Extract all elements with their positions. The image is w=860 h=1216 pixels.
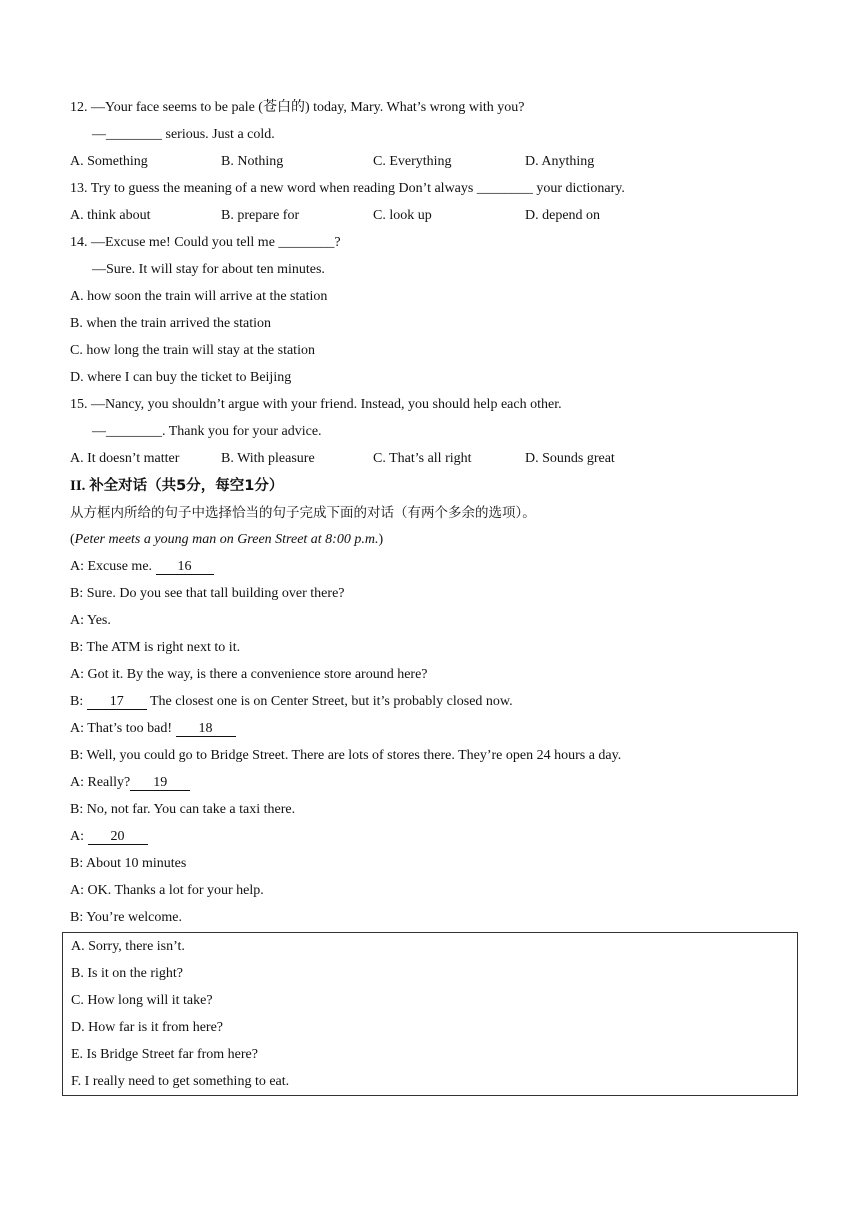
section2-heading <box>70 477 283 495</box>
choice-c: C. How long will it take? <box>71 993 213 1008</box>
q12-option-a: A. Something <box>70 154 148 169</box>
q12-option-c: C. Everything <box>373 154 452 169</box>
section2-heading-num: II. <box>70 478 90 494</box>
q15-options <box>70 450 810 468</box>
dialogue-line-9 <box>70 774 190 792</box>
dialogue-line-12: B: About 10 minutes <box>70 856 187 871</box>
dialogue-speaker-7: A: That’s too bad! <box>70 721 176 736</box>
q15-reply: —________. Thank you for your advice. <box>92 424 322 439</box>
q12-blank: ________ <box>106 127 162 142</box>
q15-stem: 15. —Nancy, you shouldn’t argue with your friend. Instead, you should help each other. <box>70 397 562 412</box>
dialogue-speaker-6: B: <box>70 694 87 709</box>
dialogue-line-10: B: No, not far. You can take a taxi there. <box>70 802 296 817</box>
q14-option-b: B. when the train arrived the station <box>70 316 271 331</box>
q15-option-b: B. With pleasure <box>221 451 315 466</box>
section2-heading-cn: 补全对话（共5分，每空1分） <box>89 478 284 494</box>
dialogue-rest-6: The closest one is on Center Street, but it’s probably closed now. <box>146 694 513 709</box>
q13-stem <box>70 180 625 198</box>
q12-option-b: B. Nothing <box>221 154 284 169</box>
q15-option-a: A. It doesn’t matter <box>70 451 180 466</box>
q15-option-d: D. Sounds great <box>525 451 615 466</box>
q13-options <box>70 207 810 225</box>
q14-stem-before: 14. —Excuse me! Could you tell me <box>70 235 279 250</box>
q14-option-a: A. how soon the train will arrive at the station <box>70 289 328 304</box>
q15-reply-rest: . Thank you for your advice. <box>162 424 322 439</box>
dialogue-line-14: B: You’re welcome. <box>70 910 182 925</box>
scene-text: Peter meets a young man on Green Street at 8:00 p.m. <box>74 532 379 547</box>
dialogue-line-1 <box>70 558 214 576</box>
q14-option-c: C. how long the train will stay at the station <box>70 343 315 358</box>
q12-reply-rest: serious. Just a cold. <box>162 127 275 142</box>
dialogue-line-13: A: OK. Thanks a lot for your help. <box>70 883 264 898</box>
blank-18: 18 <box>176 722 236 737</box>
q12-options <box>70 153 810 171</box>
choice-f: F. I really need to get something to eat. <box>71 1074 290 1089</box>
q14-option-d: D. where I can buy the ticket to Beijing <box>70 370 292 385</box>
q12-reply: —________ serious. Just a cold. <box>92 127 275 142</box>
dialogue-speaker-1: A: Excuse me. <box>70 559 156 574</box>
q13-stem-before: 13. Try to guess the meaning of a new word when reading Don’t always <box>70 181 477 196</box>
choice-b: B. Is it on the right? <box>71 966 183 981</box>
dialogue-line-7 <box>70 720 236 738</box>
q13-blank: ________ <box>476 181 533 196</box>
q14-blank: ________ <box>278 235 335 250</box>
q13-option-d: D. depend on <box>525 208 601 223</box>
q12-stem: 12. —Your face seems to be pale (苍白的) today, Mary. What’s wrong with you? <box>70 100 525 115</box>
dialogue-line-4: B: The ATM is right next to it. <box>70 640 241 655</box>
q15-blank: ________ <box>106 424 162 439</box>
blank-20: 20 <box>88 830 148 845</box>
q13-stem-after: your dictionary. <box>532 181 625 196</box>
choices-box <box>62 932 798 1096</box>
q15-option-c: C. That’s all right <box>373 451 472 466</box>
dialogue-line-2: B: Sure. Do you see that tall building over there? <box>70 586 345 601</box>
q13-option-a: A. think about <box>70 208 151 223</box>
q14-stem-after: ? <box>334 235 341 250</box>
dialogue-speaker-9: A: Really? <box>70 775 131 790</box>
dialogue-speaker-11: A: <box>70 829 88 844</box>
section2-instruction: 从方框内所给的句子中选择恰当的句子完成下面的对话（有两个多余的选项）。 <box>70 505 536 521</box>
q14-reply: —Sure. It will stay for about ten minutes. <box>92 262 325 277</box>
blank-19: 19 <box>130 776 190 791</box>
dialogue-line-8: B: Well, you could go to Bridge Street. There are lots of stores there. They’re open 24 hours a day. <box>70 748 622 763</box>
dialogue-line-5: A: Got it. By the way, is there a convenience store around here? <box>70 667 428 682</box>
choice-e: E. Is Bridge Street far from here? <box>71 1047 258 1062</box>
q13-option-c: C. look up <box>373 208 432 223</box>
q12-option-d: D. Anything <box>525 154 595 169</box>
choice-d: D. How far is it from here? <box>71 1020 224 1035</box>
section2-scene: (Peter meets a young man on Green Street at 8:00 p.m.) <box>70 532 384 547</box>
dialogue-line-3: A: Yes. <box>70 613 111 628</box>
blank-17: 17 <box>87 695 147 710</box>
dialogue-line-6 <box>70 693 513 711</box>
q14-stem <box>70 234 341 252</box>
q13-option-b: B. prepare for <box>221 208 300 223</box>
choice-a: A. Sorry, there isn’t. <box>71 939 185 954</box>
blank-16: 16 <box>156 560 214 575</box>
dialogue-line-11 <box>70 828 148 846</box>
